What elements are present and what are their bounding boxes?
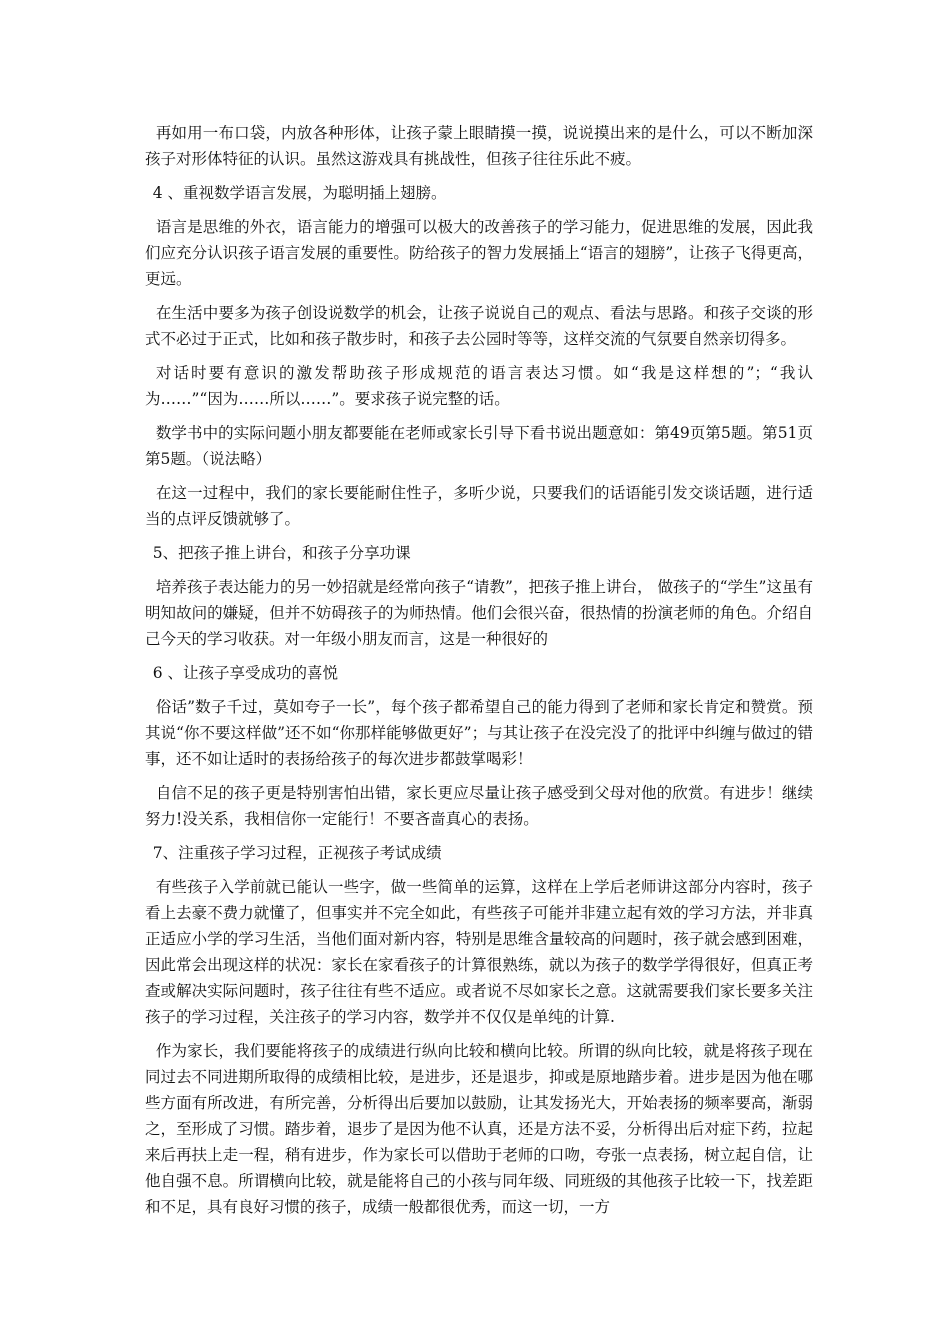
paragraph-learning-process: 有些孩子入学前就已能认一些字，做一些简单的运算，这样在上学后老师讲这部分内容时，孩子看上去豪不费力就懂了，但事实并不完全如此，有些孩子可能并非建立起有效的学习方法，并非真正适应小学的学习生活，当他们面对新内容，特别是思维含量较高的问题时，孩子就会感到困难，因此常会出现这样的状况：家长在家看孩子的计算很熟练，就以为孩子的数学学得很好，但真正考查或解决实际问题时，孩子往往有些不适应。或者说不尽如家长之意。这就需要我们家长要多关注孩子的学习过程，关注孩子的学习内容，数学并不仅仅是单纯的计算. xyxy=(145,878,813,1026)
paragraph-child-as-teacher: 培养孩子表达能力的另一妙招就是经常向孩子“请教”，把孩子推上讲台， 做孩子的“学生”这虽有明知故问的嫌疑，但并不妨碍孩子的为师热情。他们会很兴奋，很热情的扮演老师的角色。介绍自己今天的学习收获。对一年级小朋友而言，这是一种很好的 xyxy=(145,578,813,648)
paragraph-cloth-bag-game: 再如用一布口袋，内放各种形体，让孩子蒙上眼睛摸一摸，说说摸出来的是什么，可以不断加深孩子对形体特征的认识。虽然这游戏具有挑战性，但孩子往往乐此不疲。 xyxy=(145,124,813,168)
section-heading-5: 5、把孩子推上讲台，和孩子分享功课 xyxy=(152,544,411,562)
paragraph-expression-habits: 对话时要有意识的激发帮助孩子形成规范的语言表达习惯。如“我是这样想的”；“我认为……”“因为……所以……”。要求孩子说完整的话。 xyxy=(145,364,813,408)
paragraph-confidence: 自信不足的孩子更是特别害怕出错，家长更应尽量让孩子感受到父母对他的欣赏。有进步！继续努力!没关系，我相信你一定能行！不要吝啬真心的表扬。 xyxy=(145,784,813,828)
paragraph-praise: 俗话”数子千过，莫如夸子一长”，每个孩子都希望自己的能力得到了老师和家长肯定和赞赏。预其说“你不要这样做”还不如“你那样能够做更好”；与其让孩子在没完没了的批评中纠缠与做过的错事，还不如让适时的表扬给孩子的每次进步都鼓掌喝彩！ xyxy=(145,698,813,768)
paragraph-language-thinking: 语言是思维的外衣，语言能力的增强可以极大的改善孩子的学习能力，促进思维的发展，因此我们应充分认识孩子语言发展的重要性。防给孩子的智力发展插上“语言的翅膀”，让孩子飞得更高，更远。 xyxy=(145,218,813,288)
paragraph-patience: 在这一过程中，我们的家长要能耐住性子，多听少说，只要我们的话语能引发交谈话题，进行适当的点评反馈就够了。 xyxy=(145,484,813,528)
document-body xyxy=(145,120,813,1228)
paragraph-daily-math-talk: 在生活中要多为孩子创设说数学的机会，让孩子说说自己的观点、看法与思路。和孩子交谈的形式不必过于正式，比如和孩子散步时，和孩子去公园时等等，这样交流的气氛要自然亲切得多。 xyxy=(145,304,813,348)
section-heading-4: 4 、重视数学语言发展，为聪明插上翅膀。 xyxy=(152,184,447,202)
paragraph-textbook-problems: 数学书中的实际问题小朋友都要能在老师或家长引导下看书说出题意如：第49页第5题。第51页第5题。（说法略） xyxy=(145,424,813,468)
section-heading-6: 6 、让孩子享受成功的喜悦 xyxy=(152,664,339,682)
paragraph-grade-comparison: 作为家长，我们要能将孩子的成绩进行纵向比较和横向比较。所谓的纵向比较，就是将孩子现在同过去不同进期所取得的成绩相比较，是进步，还是退步，抑或是原地踏步着。进步是因为他在哪些方面有所改进，有所完善，分析得出后要加以鼓励，让其发扬光大，开始表扬的频率要高，渐弱之，至形成了习惯。踏步着，退步了是因为他不认真，还是方法不妥，分析得出后对症下药，拉起来后再扶上走一程，稍有进步，作为家长可以借助于老师的口吻，夸张一点表扬，树立起自信，让他自强不息。所谓横向比较，就是能将自己的小孩与同年级、同班级的其他孩子比较一下，找差距和不足，具有良好习惯的孩子，成绩一般都很优秀，而这一切，一方 xyxy=(145,1042,813,1216)
section-heading-7: 7、注重孩子学习过程，正视孩子考试成绩 xyxy=(152,844,442,862)
